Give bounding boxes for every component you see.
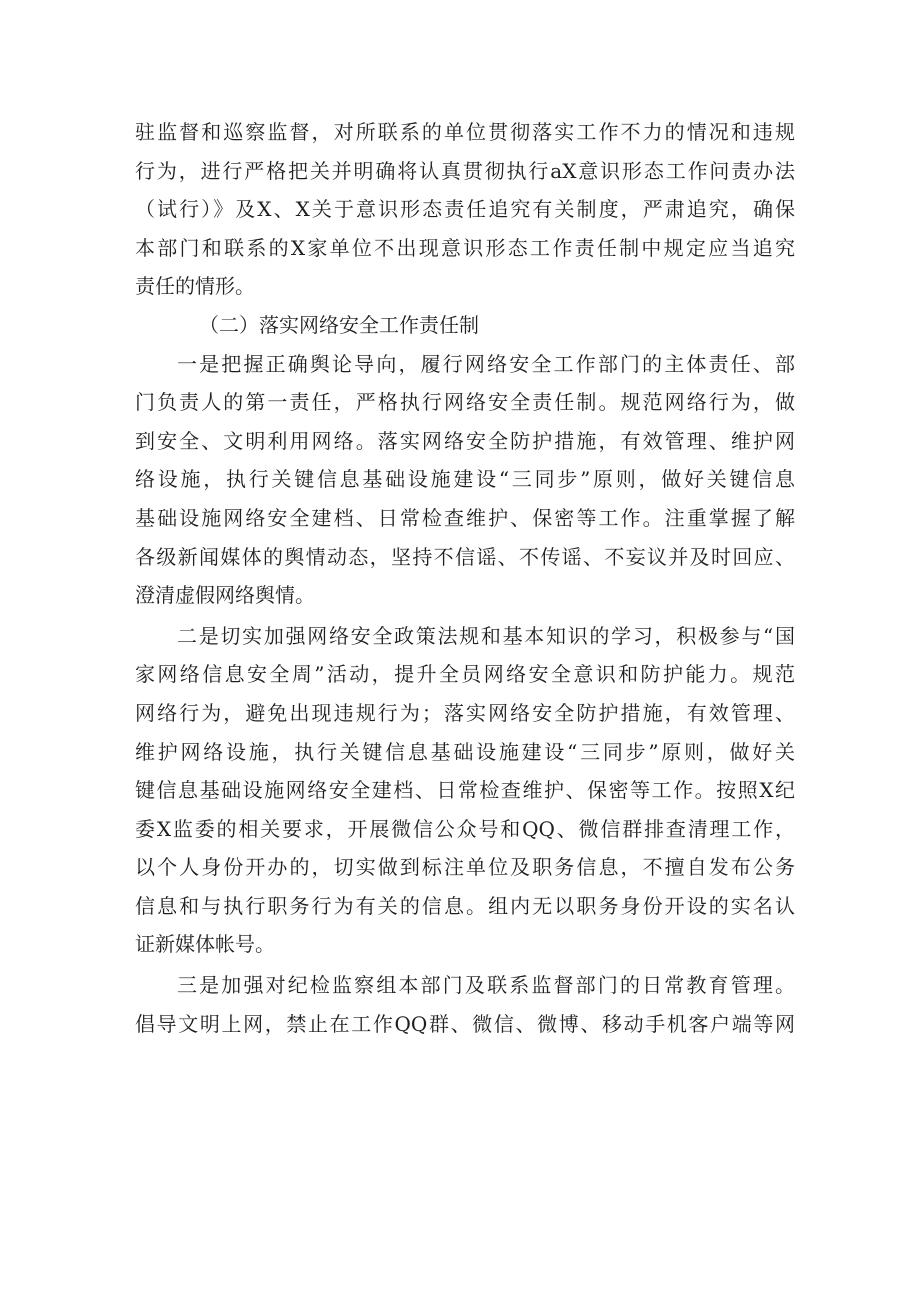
text-line: 到安全、文明利用网络。落实网络安全防护措施，有效管理、维护网 xyxy=(135,428,795,453)
text-line: 驻监督和巡察监督，对所联系的单位贯彻落实工作不力的情况和违规 xyxy=(135,120,795,144)
text-line: 家网络信息安全周”活动，提升全员网络安全意识和防护能力。规范 xyxy=(135,662,795,687)
text-line: 信息和与执行职务行为有关的信息。组内无以职务身份开设的实名认 xyxy=(135,893,795,918)
text-line: 网络行为，避免出现违规行为；落实网络安全防护措施，有效管理、 xyxy=(135,700,795,725)
text-line: 证新媒体帐号。 xyxy=(135,932,275,957)
text-line: 本部门和联系的X家单位不出现意识形态工作责任制中规定应当追究 xyxy=(135,235,795,260)
text-line: 以个人身份开办的，切实做到标注单位及职务信息，不擅自发布公务 xyxy=(135,855,795,880)
text-line: 委X监委的相关要求，开展微信公众号和QQ、微信群排查清理工作， xyxy=(135,816,795,841)
text-line: 络设施，执行关键信息基础设施建设“三同步”原则，做好关键信息 xyxy=(135,467,795,492)
text-line: （试行）》及X、X关于意识形态责任追究有关制度，严肃追究，确保 xyxy=(135,197,795,222)
section-heading: （二）落实网络安全工作责任制 xyxy=(199,312,479,337)
text-line: 三是加强对纪检监察组本部门及联系监督部门的日常教育管理。 xyxy=(177,973,795,998)
text-line: 一是把握正确舆论导向，履行网络安全工作部门的主体责任、部 xyxy=(177,351,795,376)
text-line: 二是切实加强网络安全政策法规和基本知识的学习，积极参与“国 xyxy=(177,623,795,648)
text-line: 基础设施网络安全建档、日常检查维护、保密等工作。注重掌握了解 xyxy=(135,505,795,530)
text-line: 门负责人的第一责任，严格执行网络安全责任制。规范网络行为，做 xyxy=(135,390,795,415)
text-line: 倡导文明上网，禁止在工作QQ群、微信、微博、移动手机客户端等网 xyxy=(135,1011,795,1036)
text-line: 行为，进行严格把关并明确将认真贯彻执行aX意识形态工作问责办法 xyxy=(135,158,795,183)
document-body xyxy=(135,118,795,1048)
text-line: 键信息基础设施网络安全建档、日常检查维护、保密等工作。按照X纪 xyxy=(135,778,795,803)
text-line: 维护网络设施，执行关键信息基础设施建设“三同步”原则，做好关 xyxy=(135,739,795,764)
text-line: 责任的情形。 xyxy=(135,274,255,299)
text-line: 各级新闻媒体的舆情动态，坚持不信谣、不传谣、不妄议并及时回应、 xyxy=(135,544,795,569)
text-line: 澄清虚假网络舆情。 xyxy=(135,583,315,608)
